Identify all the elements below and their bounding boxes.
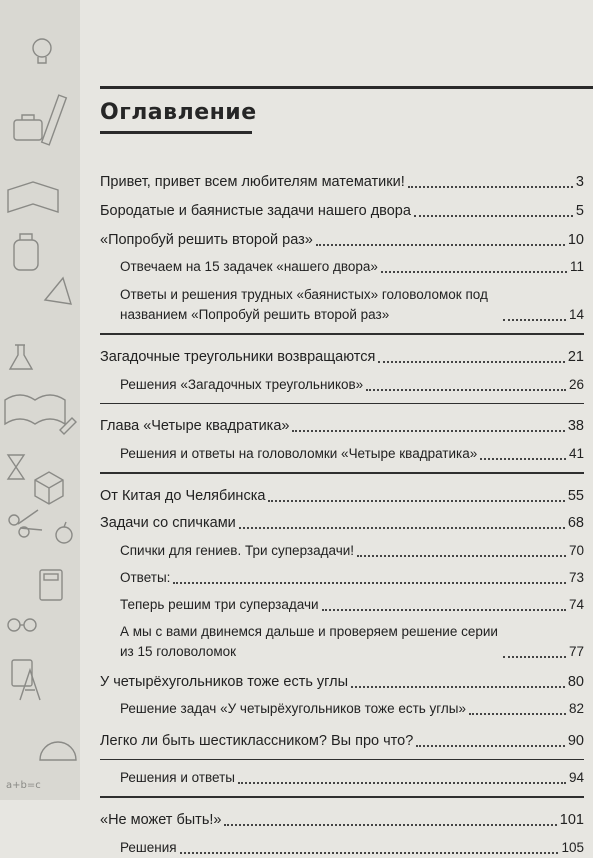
toc-entry [100,768,584,788]
toc-entry-title: Решения [120,839,177,855]
toc-entry-title: Задачи со спичками [100,514,236,531]
book-icon [8,182,58,212]
toc-entry-title: Решения «Загадочных треугольников» [120,376,364,392]
toc-page-number: 94 [568,770,584,785]
toc-page-number: 80 [567,673,584,690]
toc-entry [100,257,584,277]
toc-page-number: 73 [568,569,584,585]
toc-page-number: 11 [569,259,584,274]
toc-leader-dots [224,824,556,826]
toc-page-number: 74 [568,596,584,612]
toc-entry [100,513,584,533]
toc-page-number: 3 [575,174,584,190]
toc-page-number: 14 [568,307,584,322]
toc-entry-title: Ответы: [120,569,171,585]
toc-entry [100,172,584,192]
compass-icon [20,670,40,700]
toc-page-number: 55 [567,487,584,504]
toc-leader-dots [414,215,573,217]
lightbulb-icon [33,39,51,63]
toc-page-number: 10 [567,232,584,248]
toc-leader-dots [239,527,565,529]
toc-page-number: 101 [559,811,584,828]
protractor-icon [40,742,76,760]
toc-leader-dots [357,555,566,557]
toc-entry-title: Ответы и решения трудных «баянистых» головоломок под названием «Попробуй решить второй раз» [120,287,488,322]
cube-icon [35,472,63,504]
toc-leader-dots [268,500,564,502]
toc-entry-title: Теперь решим три суперзадачи [120,596,319,612]
toc-leader-dots [381,271,567,273]
toc-entry-title: Легко ли быть шестиклассником? Вы про что? [100,732,414,749]
toc-leader-dots [416,745,565,747]
doodle-caption: a+b=c [6,780,41,791]
toc-entry [100,541,584,561]
toc-entry-title: Загадочные треугольники возвращаются [100,348,376,365]
toc-entry [100,285,584,325]
apple-icon [56,522,72,543]
toc-entry-title: Решения и ответы на головоломки «Четыре квадратика» [120,446,478,461]
toc-entry [100,416,584,436]
toc-entry-title: Глава «Четыре квадратика» [100,418,290,434]
pencil-icon [60,418,76,434]
table-of-contents [100,172,584,858]
toc-leader-dots [503,319,566,321]
flask-icon [10,345,32,369]
toc-entry [100,838,584,858]
toc-page-number: 21 [567,348,584,365]
toc-page-number: 68 [567,514,584,531]
toc-entry [100,810,584,830]
toc-entry-title: Отвечаем на 15 задачек «нашего двора» [120,259,378,274]
toc-entry-title: Бородатые и баянистые задачи нашего двора [100,203,411,219]
toc-entry-title: «Не может быть!» [100,811,222,828]
decorative-doodle-strip [0,0,80,800]
toc-entry [100,375,584,395]
toc-page-number: 90 [567,732,584,749]
toc-leader-dots [480,458,566,460]
toc-page-number: 38 [567,418,584,434]
toc-page-number: 26 [568,376,584,392]
toc-entry [100,444,584,464]
toc-entry-title: А мы с вами двинемся дальше и проверяем решение серии из 15 головоломок [120,623,498,659]
toc-entry-title: Решения и ответы [120,770,235,785]
toc-entry [100,230,584,250]
school-doodles-illustration [0,0,80,800]
toc-entry [100,595,584,615]
toc-leader-dots [366,389,566,391]
calculator-icon [40,570,62,600]
glasses-icon [8,619,36,631]
toc-page-number: 77 [568,643,584,659]
toc-leader-dots [503,656,566,658]
scissors-icon [9,510,42,537]
ruler-icon [42,95,67,145]
toc-entry [100,672,584,692]
open-book-icon [5,395,65,424]
toc-entry [100,486,584,506]
toc-entry [100,568,584,588]
toc-entry [100,622,584,662]
toc-entry [100,699,584,719]
hourglass-icon [8,455,24,479]
page-title: Оглавление [100,100,257,125]
toc-leader-dots [378,361,565,363]
toc-leader-dots [408,186,573,188]
toc-entry-title: Спички для гениев. Три суперзадачи! [120,542,355,558]
toc-leader-dots [180,852,559,854]
toc-entry-title: Решение задач «У четырёхугольников тоже есть углы» [120,700,467,716]
toc-entry [100,201,584,221]
backpack-icon [14,234,38,270]
toc-leader-dots [238,782,566,784]
toc-leader-dots [173,582,566,584]
toc-leader-dots [351,686,565,688]
toc-page-number: 5 [575,203,584,219]
toc-page-number: 105 [561,839,584,855]
toc-page-number: 41 [568,446,584,461]
toc-entry-title: У четырёхугольников тоже есть углы [100,673,349,690]
title-underline [100,131,252,134]
toc-entry-title: Привет, привет всем любителям математики! [100,174,405,190]
toc-leader-dots [469,713,566,715]
toc-entry [100,731,584,751]
toc-entry-title: От Китая до Челябинска [100,487,266,504]
toc-page-number: 70 [568,542,584,558]
toc-leader-dots [322,609,566,611]
toc-entry [100,347,584,367]
toc-leader-dots [292,430,564,432]
triangle-icon [45,278,71,304]
briefcase-icon [14,115,42,140]
toc-page [80,0,593,855]
toc-entry-title: «Попробуй решить второй раз» [100,232,313,248]
toc-leader-dots [316,244,565,246]
top-rule [100,86,593,89]
toc-page-number: 82 [568,700,584,716]
